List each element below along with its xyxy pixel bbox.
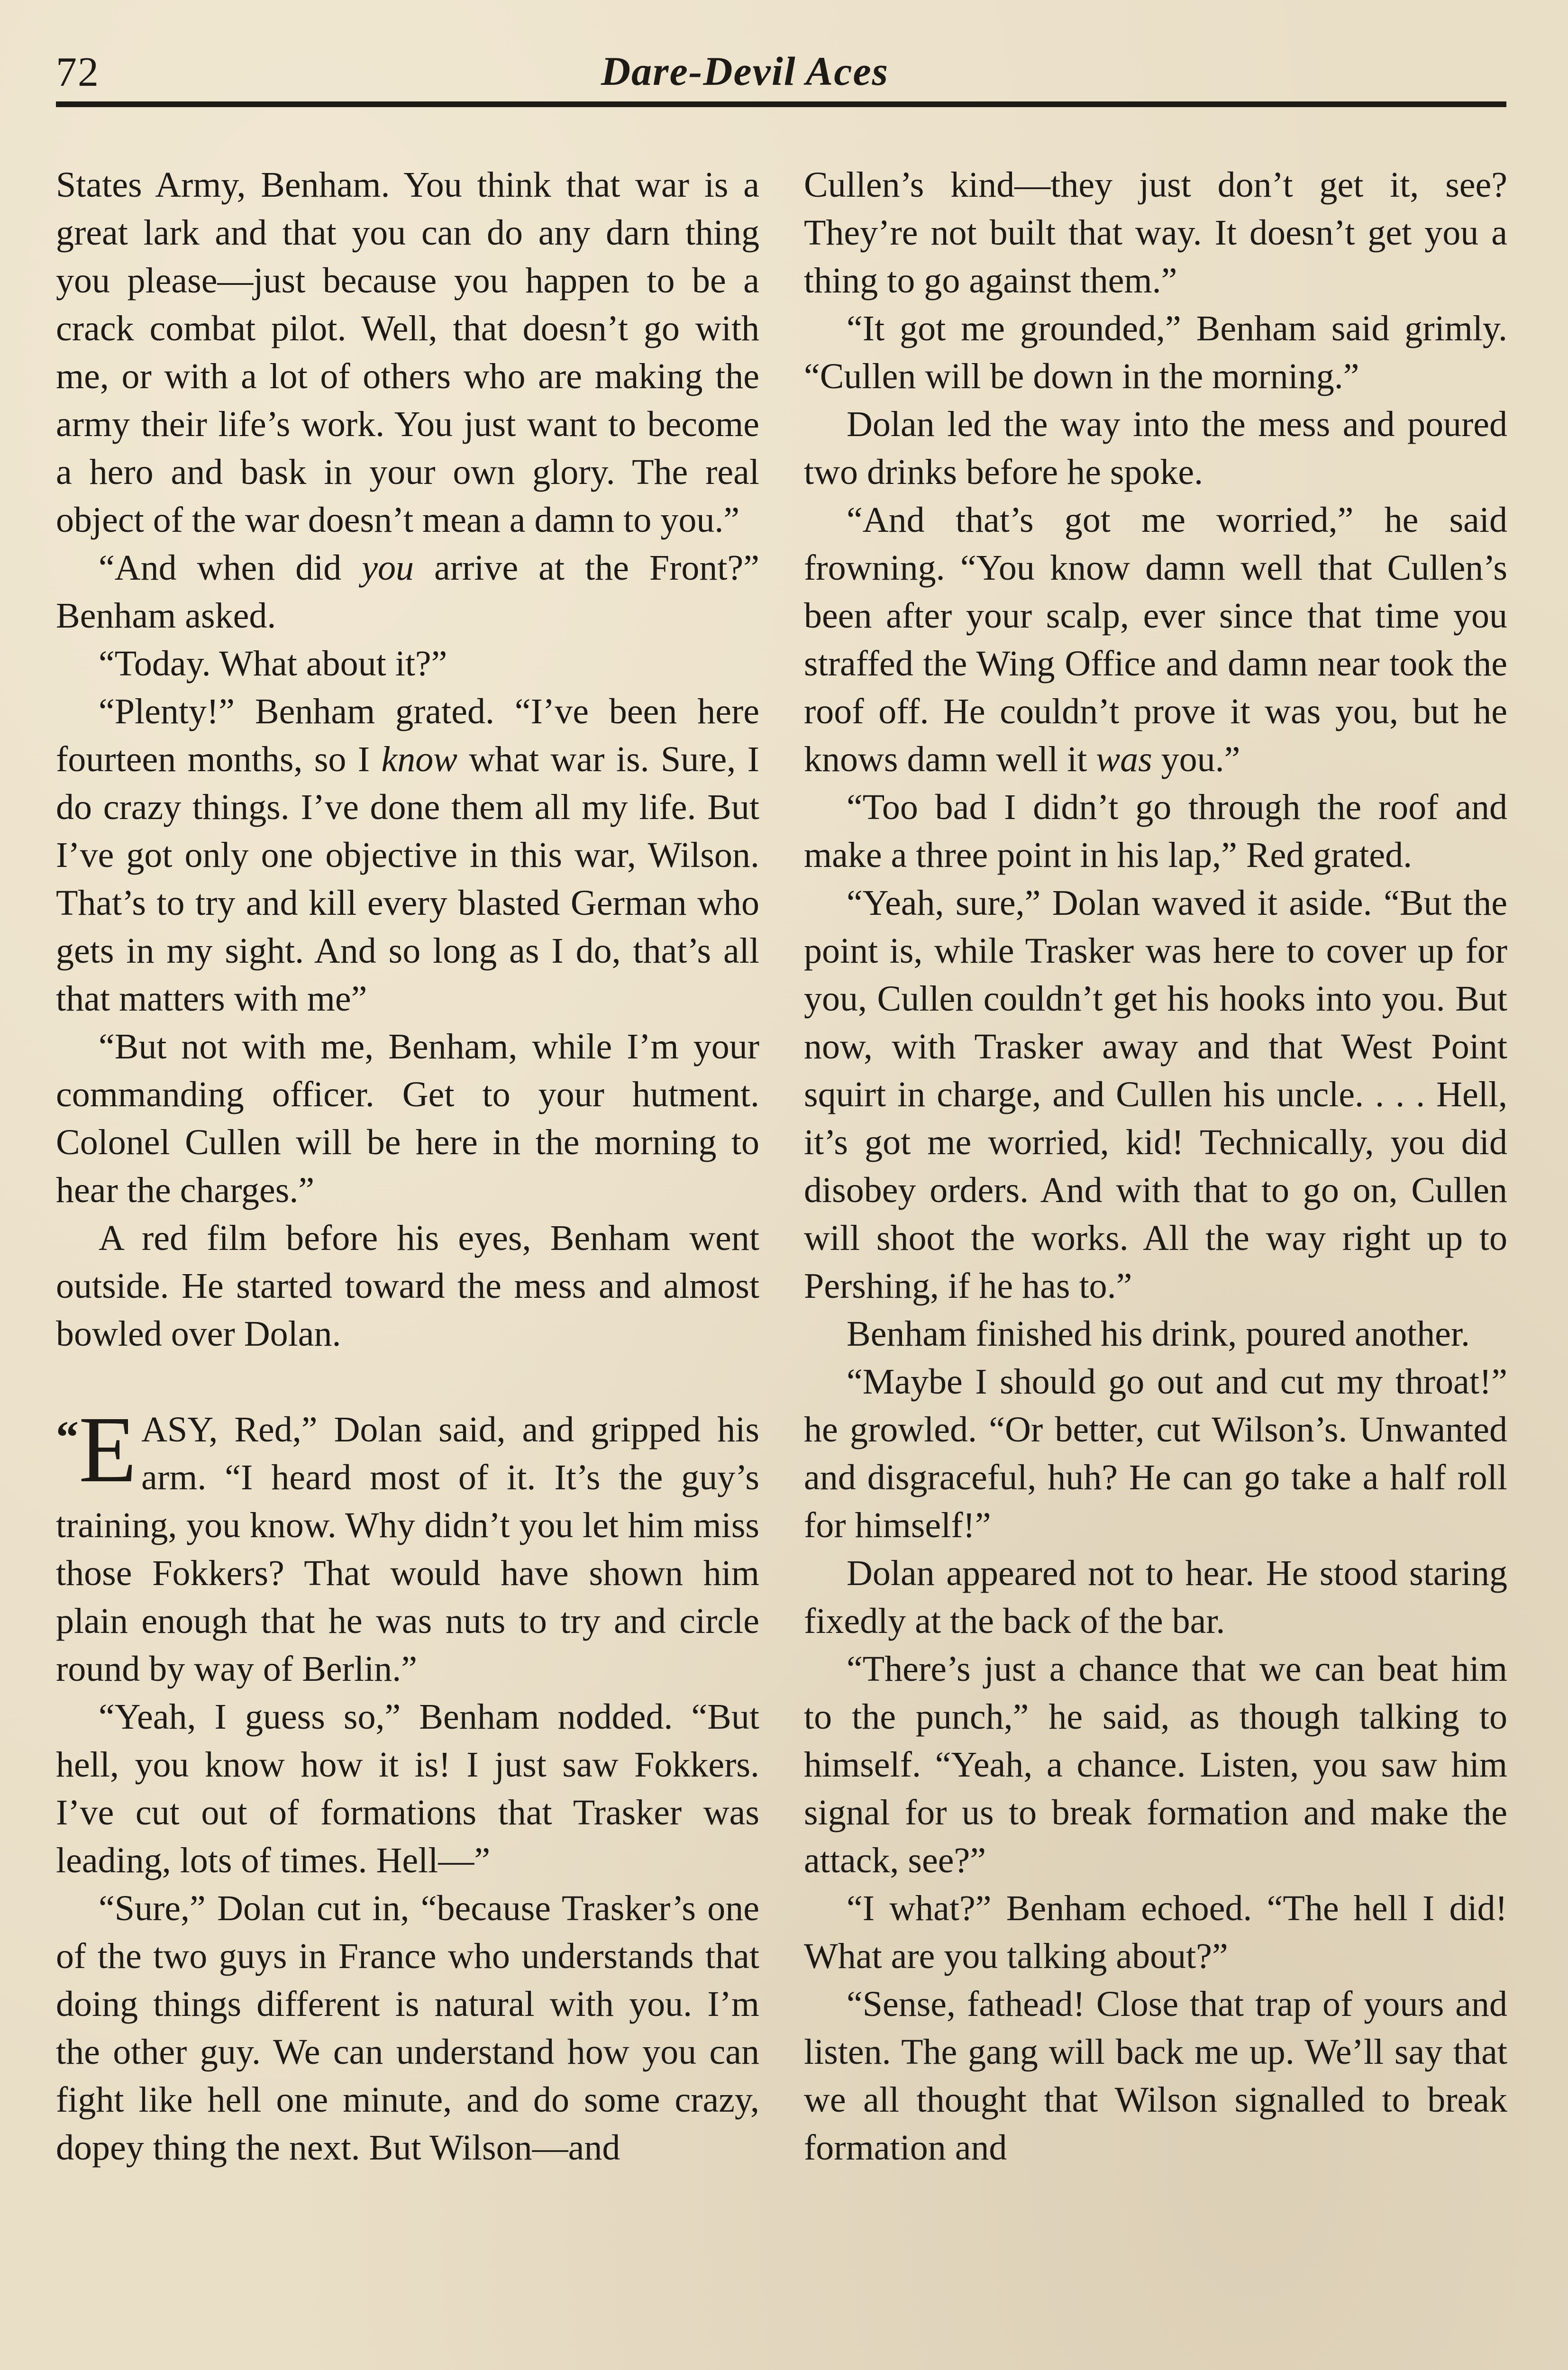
left-column [56,161,759,2172]
paragraph: States Army, Benham. You think that war is a great lark and that you can do any darn thing you please—just because you happen to be a crack combat pilot. Well, that doesn’t go with me, or with a lot of others who are making the army their life’s work. You just want to become a hero and bask in your own glory. The real object of the war doesn’t mean a damn to you.” [56,165,759,540]
paragraph: Cullen’s kind—they just don’t get it, see? They’re not built that way. It doesn’t get you a thing to go against them.” [804,165,1507,301]
paragraph [804,496,1507,784]
dropcap-letter: E [79,1397,137,1502]
paragraph-text: you.” [1152,739,1240,779]
paragraph: “There’s just a chance that we can beat him to the punch,” he said, as though talking to himself. “Yeah, a chance. Listen, you saw him signal for us to break formation and make the attack, see?” [804,1649,1507,1880]
header-rule [56,101,1506,107]
emphasis-text: you [362,548,414,588]
paragraph-text: what war is. Sure, I do crazy things. I’ve done them all my life. But I’ve got only one objective in this war, Wilson. That’s to try and kill every blasted German who gets in my sight. And so long as I do, that’s all that matters with me” [56,739,760,1019]
paragraph: “It got me grounded,” Benham said grimly. “Cullen will be down in the morning.” [804,309,1507,396]
paragraph: “But not with me, Benham, while I’m your commanding officer. Get to your hutment. Colonel Cullen will be here in the morning to hear the charges.” [56,1027,759,1210]
right-column [804,161,1507,2172]
paragraph-text: arrive at the Front?” Benham asked. [56,548,759,636]
page-header [56,46,1506,107]
paragraph: “Sure,” Dolan cut in, “because Trasker’s one of the two guys in France who understands that doing things different is natural with you. I’m the other guy. We can understand how you can fight like hell one minute, and do some crazy, dopey thing the next. But Wilson—and [56,1888,759,2168]
dropcap-paragraph [56,1397,759,1693]
paragraph [56,544,759,640]
magazine-title: Dare-Devil Aces [601,48,889,94]
paragraph: “Today. What about it?” [99,644,447,684]
paragraph-text: ASY, Red,” Dolan said, and gripped his arm. “I heard most of it. It’s the guy’s training, you know. Why didn’t you let him miss those Fokkers? That would have shown him plain enough that he was nuts to try and circle round by way of Berlin.” [56,1410,759,1689]
paragraph: “Yeah, I guess so,” Benham nodded. “But hell, you know how it is! I just saw Fokkers. I’ve cut out of formations that Trasker was leading, lots of times. Hell—” [56,1697,759,1880]
paragraph: A red film before his eyes, Benham went outside. He started toward the mess and almost bowled over Dolan. [56,1218,759,1354]
paragraph-text: “Plenty!” Benham grated. “I’ve been here fourteen months, so I [56,692,759,779]
paragraph: Benham finished his drink, poured another. [847,1314,1470,1354]
paragraph-text: “And that’s got me worried,” he said frowning. “You know damn well that Cullen’s been after your scalp, ever since that time you straffed the Wing Office and damn near took the roof off. He couldn’t prove it was you, but he knows damn well it [804,500,1507,779]
paragraph [56,688,759,1023]
paragraph: Dolan appeared not to hear. He stood staring fixedly at the back of the bar. [804,1553,1507,1641]
paragraph: “I what?” Benham echoed. “The hell I did! What are you talking about?” [804,1888,1507,1976]
emphasis-text: know [381,739,457,779]
dropcap-quote: “ [56,1412,79,1462]
page-number: 72 [56,49,100,95]
section-break [56,1358,759,1406]
paragraph: “Too bad I didn’t go through the roof and make a three point in his lap,” Red grated. [804,787,1507,875]
paragraph: “Maybe I should go out and cut my throat!” he growled. “Or better, cut Wilson’s. Unwanted and disgraceful, huh? He can go take a half roll for himself!” [804,1362,1507,1545]
paragraph: Dolan led the way into the mess and poured two drinks before he spoke. [804,404,1507,492]
emphasis-text: was [1096,739,1152,779]
paragraph: “Sense, fathead! Close that trap of yours and listen. The gang will back me up. We’ll say that we all thought that Wilson signalled to break formation and [804,1984,1507,2168]
paragraph-text: “And when did [99,548,362,588]
paragraph: “Yeah, sure,” Dolan waved it aside. “But the point is, while Trasker was here to cover up for you, Cullen couldn’t get his hooks into you. But now, with Trasker away and that West Point squirt in charge, and Cullen his uncle. . . . Hell, it’s got me worried, kid! Technically, you did disobey orders. And with that to go on, Cullen will shoot the works. All the way right up to Pershing, if he has to.” [804,883,1507,1306]
